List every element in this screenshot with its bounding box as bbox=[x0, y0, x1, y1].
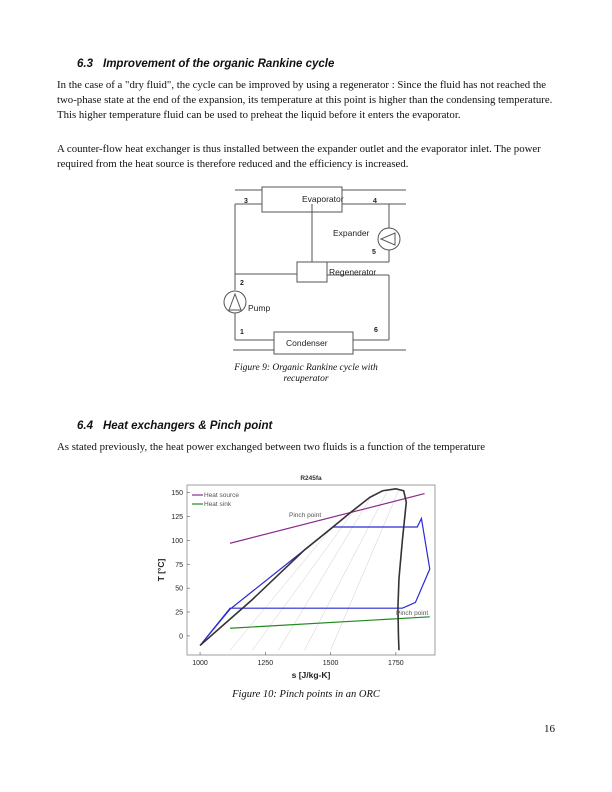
paragraph-dry-fluid: In the case of a "dry fluid", the cycle can be improved by using a regenerator : Since the fluid has not reached the two-phase state at the end of the expansion, its temperature at this point is higher than the condensing temperature. This higher temperature fluid can be used to preheat the liquid before it enters the evaporator. bbox=[57, 79, 553, 121]
chart-xlabel: s [J/kg-K] bbox=[291, 670, 331, 680]
paragraph-counter-flow: A counter-flow heat exchanger is thus installed between the expander outlet and the evaporator inlet. The power required from the heat source is therefore reduced and the efficiency is increased. bbox=[57, 143, 541, 170]
y-tick-label: 100 bbox=[171, 537, 183, 545]
chart-title: R245fa bbox=[300, 475, 322, 482]
x-tick-label: 1000 bbox=[192, 660, 208, 667]
y-tick-label: 125 bbox=[171, 514, 183, 522]
point-5-label: 5 bbox=[372, 249, 376, 256]
figure-9-caption-line2: recuperator bbox=[283, 374, 329, 384]
paragraph-heat-power: As stated previously, the heat power exchanged between two fluids is a function of the temperature bbox=[57, 441, 486, 453]
legend-heat-source-label: Heat source bbox=[204, 492, 240, 499]
point-6-label: 6 bbox=[374, 327, 378, 334]
expander-label: Expander bbox=[333, 228, 370, 238]
y-tick-label: 75 bbox=[175, 561, 183, 569]
y-tick-label: 0 bbox=[179, 633, 183, 641]
evaporator-label: Evaporator bbox=[302, 194, 344, 204]
pinch-point-annotation-upper: Pinch point bbox=[289, 512, 322, 519]
section-number: 6.4 bbox=[77, 420, 93, 432]
section-title: Improvement of the organic Rankine cycle bbox=[103, 58, 335, 70]
figure-10-caption: Figure 10: Pinch points in an ORC bbox=[232, 689, 380, 700]
section-title: Heat exchangers & Pinch point bbox=[103, 420, 273, 432]
regenerator-label: Regenerator bbox=[329, 267, 377, 277]
figure-9-caption-line1: Figure 9: Organic Rankine cycle with bbox=[234, 363, 378, 373]
point-2-label: 2 bbox=[240, 280, 244, 287]
y-tick-label: 25 bbox=[175, 609, 183, 617]
point-3-label: 3 bbox=[244, 198, 248, 205]
chart-ylabel: T [°C] bbox=[156, 558, 166, 582]
y-tick-label: 150 bbox=[171, 490, 183, 498]
x-tick-label: 1500 bbox=[322, 660, 339, 667]
x-tick-label: 1750 bbox=[388, 660, 404, 667]
pinch-point-annotation-lower: Pinch point bbox=[396, 610, 429, 617]
condenser-label: Condenser bbox=[286, 338, 328, 348]
y-tick-label: 50 bbox=[175, 585, 183, 593]
section-number: 6.3 bbox=[77, 58, 93, 70]
x-tick-label: 1250 bbox=[257, 660, 274, 667]
page-number: 16 bbox=[544, 723, 555, 735]
point-4-label: 4 bbox=[373, 198, 377, 205]
point-1-label: 1 bbox=[240, 329, 244, 336]
pump-label: Pump bbox=[248, 303, 271, 313]
legend-heat-sink-label: Heat sink bbox=[204, 501, 232, 508]
